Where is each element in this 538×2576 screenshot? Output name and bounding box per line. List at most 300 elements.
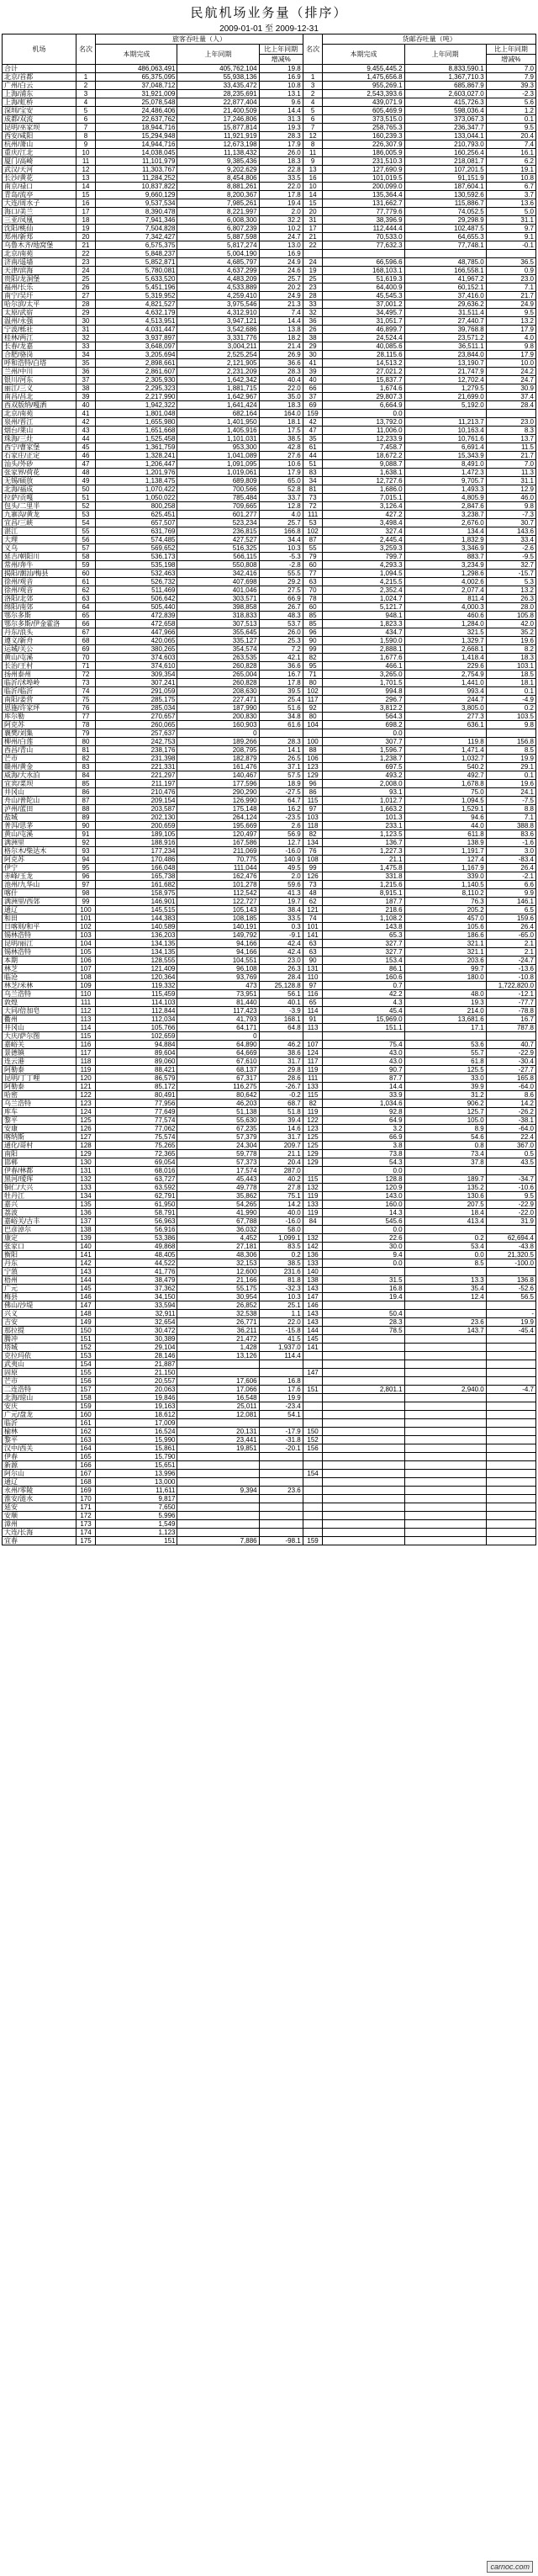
table-cell: 45,545.3 xyxy=(323,292,404,300)
table-cell: -4.7 xyxy=(486,1386,535,1394)
table-cell: 厦门/高崎 xyxy=(3,157,76,166)
table-cell: 荔波 xyxy=(3,1209,76,1217)
table-cell: 44.0 xyxy=(404,822,486,830)
table-cell: 47 xyxy=(76,460,96,469)
table-cell: 3 xyxy=(303,82,323,90)
table-cell: 1,034.6 xyxy=(323,1100,404,1108)
table-cell: 16.8 xyxy=(259,1377,303,1386)
table-cell: 4,632,179 xyxy=(96,309,177,317)
table-cell: 3,648,097 xyxy=(96,342,177,351)
table-cell: 89,604 xyxy=(96,1049,177,1057)
table-cell xyxy=(323,1352,404,1360)
table-cell: 126,990 xyxy=(177,797,259,805)
table-cell: 129 xyxy=(76,1150,96,1158)
table-cell: 0.5 xyxy=(486,1150,535,1158)
table-cell: 14.4 xyxy=(259,317,303,326)
table-cell: 4,000.3 xyxy=(404,603,486,612)
table-cell: 9.8 xyxy=(486,502,535,511)
table-cell: 3,004,211 xyxy=(177,342,259,351)
table-cell: 506,642 xyxy=(96,595,177,603)
table-cell: 27.8 xyxy=(259,1184,303,1192)
table-cell: 170,486 xyxy=(96,856,177,864)
table-row xyxy=(3,376,536,384)
table-cell: 493.2 xyxy=(323,771,404,780)
table-cell: 伊宁 xyxy=(3,864,76,872)
table-cell: 2 xyxy=(76,82,96,90)
table-cell: 141 xyxy=(303,931,323,940)
table-cell: 307,241 xyxy=(96,679,177,687)
table-cell: 121 xyxy=(76,1083,96,1091)
table-cell: 泸州/蓝田 xyxy=(3,805,76,814)
table-cell: 41,776 xyxy=(96,1268,177,1276)
table-cell: 143 xyxy=(76,1268,96,1276)
table-row xyxy=(3,1268,536,1276)
table-cell: 3,238.7 xyxy=(404,511,486,519)
table-cell: 106 xyxy=(76,957,96,965)
table-cell: 15,990 xyxy=(96,1436,177,1444)
table-cell xyxy=(404,1470,486,1478)
table-cell: -13.6 xyxy=(486,965,535,973)
table-cell xyxy=(323,1470,404,1478)
table-cell: 20 xyxy=(303,208,323,216)
table-cell: 1,032.7 xyxy=(404,755,486,763)
table-cell: 2,940.0 xyxy=(404,1386,486,1394)
table-cell: 5.6 xyxy=(486,98,535,107)
table-cell: 90 xyxy=(303,957,323,965)
table-cell: 7.9 xyxy=(486,73,535,82)
table-cell: 3.0 xyxy=(486,847,535,856)
table-row xyxy=(3,191,536,199)
table-cell: 9,455,445.2 xyxy=(323,65,404,73)
table-cell: 427,527 xyxy=(177,536,259,544)
table-cell: 西安/咸阳 xyxy=(3,132,76,140)
table-cell: 阿克苏 xyxy=(3,856,76,864)
table-cell: 233.1 xyxy=(323,822,404,830)
table-cell: 宜宾/菜坝 xyxy=(3,780,76,788)
table-cell: 270,657 xyxy=(96,713,177,721)
table-cell: 13 xyxy=(76,174,96,183)
table-cell xyxy=(177,1503,259,1512)
table-cell: 62 xyxy=(303,898,323,906)
table-cell: 8.3 xyxy=(486,427,535,435)
table-cell: 8.2 xyxy=(486,645,535,654)
table-cell: 993.4 xyxy=(404,687,486,696)
table-cell: 37 xyxy=(76,376,96,384)
table-cell: 1,641,424 xyxy=(177,401,259,410)
table-row xyxy=(3,1184,536,1192)
table-cell: 24,486,406 xyxy=(96,107,177,115)
table-cell: 373,515.0 xyxy=(323,115,404,124)
table-cell: 6,008,300 xyxy=(177,216,259,225)
table-cell: 285,034 xyxy=(96,704,177,713)
table-cell: 芒市 xyxy=(3,755,76,763)
table-cell: 81,440 xyxy=(177,999,259,1007)
table-cell: 188,916 xyxy=(96,839,177,847)
table-cell: 14,038,045 xyxy=(96,149,177,157)
table-cell: 21,472 xyxy=(177,1335,259,1344)
table-cell: 梧州 xyxy=(3,1276,76,1285)
table-cell xyxy=(303,250,323,258)
table-cell: 1,529.1 xyxy=(404,805,486,814)
table-cell xyxy=(404,1310,486,1318)
table-cell: -2.3 xyxy=(486,90,535,98)
table-row xyxy=(3,822,536,830)
table-cell: 175 xyxy=(76,1537,96,1545)
table-row xyxy=(3,1158,536,1167)
table-row xyxy=(3,906,536,914)
table-cell: 37,416.0 xyxy=(404,292,486,300)
table-row xyxy=(3,654,536,662)
table-cell xyxy=(323,1436,404,1444)
table-cell: 25 xyxy=(303,275,323,284)
table-cell: 3 xyxy=(76,90,96,98)
table-cell: 67,788 xyxy=(177,1217,259,1226)
table-cell: 91 xyxy=(303,1015,323,1024)
table-cell: 13.0 xyxy=(259,241,303,250)
table-cell: 5,817,274 xyxy=(177,241,259,250)
table-cell: 1,099.1 xyxy=(259,1234,303,1243)
table-cell: 32,538 xyxy=(177,1310,259,1318)
table-cell: 5,887,598 xyxy=(177,233,259,241)
table-cell: 2,217,990 xyxy=(96,393,177,401)
table-cell xyxy=(486,1301,535,1310)
table-cell: 53.6 xyxy=(404,1041,486,1049)
table-cell: 56,916 xyxy=(96,1226,177,1234)
table-row xyxy=(3,157,536,166)
table-cell: 18,944,716 xyxy=(96,124,177,132)
table-cell xyxy=(259,1360,303,1369)
table-cell: 145 xyxy=(76,1285,96,1293)
table-cell: - xyxy=(486,1310,535,1318)
table-cell xyxy=(486,1402,535,1411)
table-cell: 158,975 xyxy=(96,889,177,898)
col-rank-cargo: 名次 xyxy=(303,34,323,65)
table-cell: 安庆 xyxy=(3,1402,76,1411)
table-cell: 30.0 xyxy=(323,1243,404,1251)
table-cell: 长治/王村 xyxy=(3,662,76,671)
table-cell: 492.7 xyxy=(404,771,486,780)
table-cell: 伊春/林都 xyxy=(3,1167,76,1175)
table-cell: 123 xyxy=(303,1125,323,1133)
table-cell: 西宁/曹家堡 xyxy=(3,443,76,452)
table-cell: 1,642,342 xyxy=(177,376,259,384)
table-cell xyxy=(177,1520,259,1529)
table-cell: -43.8 xyxy=(486,1243,535,1251)
page-title: 民航机场业务量（排序） xyxy=(190,6,348,20)
table-cell: 327.7 xyxy=(323,948,404,957)
col-cargo-current: 本期完成 xyxy=(323,45,404,65)
table-cell: 8,221,997 xyxy=(177,208,259,216)
table-cell: 800,258 xyxy=(96,502,177,511)
table-cell: 70,533.0 xyxy=(323,233,404,241)
table-row xyxy=(3,1478,536,1487)
table-cell: 56 xyxy=(76,536,96,544)
table-row xyxy=(3,460,536,469)
table-cell: 187,604.1 xyxy=(404,183,486,191)
table-cell: 永州/零陵 xyxy=(3,1487,76,1495)
table-cell xyxy=(486,1478,535,1487)
table-row xyxy=(3,864,536,872)
table-cell: 8,915.1 xyxy=(323,889,404,898)
table-cell: 125 xyxy=(303,1133,323,1142)
table-row xyxy=(3,914,536,923)
table-cell xyxy=(486,1377,535,1386)
table-cell: 15,651 xyxy=(96,1461,177,1470)
table-row xyxy=(3,300,536,309)
table-cell: 102,487.5 xyxy=(404,225,486,233)
table-row xyxy=(3,1276,536,1285)
table-cell: 26.4 xyxy=(486,923,535,931)
table-cell: 168.1 xyxy=(259,1015,303,1024)
table-cell: 天津/滨海 xyxy=(3,267,76,275)
table-cell: 60,152.1 xyxy=(404,284,486,292)
table-cell: -7.3 xyxy=(486,511,535,519)
table-cell: 137 xyxy=(76,1217,96,1226)
table-cell: 1,206,447 xyxy=(96,460,177,469)
table-cell: -31.8 xyxy=(259,1436,303,1444)
table-cell: 31.7 xyxy=(259,1133,303,1142)
table-cell: 33.7 xyxy=(259,494,303,502)
table-cell: 114.4 xyxy=(259,1352,303,1360)
table-cell: 2,888.1 xyxy=(323,645,404,654)
table-cell: 10.8 xyxy=(486,174,535,183)
table-cell: 17.9 xyxy=(259,469,303,477)
table-cell: 36,032 xyxy=(177,1226,259,1234)
table-row xyxy=(3,771,536,780)
table-cell: 355,645 xyxy=(177,628,259,637)
table-row xyxy=(3,1301,536,1310)
table-cell: 16.9 xyxy=(259,73,303,82)
table-row xyxy=(3,973,536,982)
table-cell: 74 xyxy=(303,914,323,923)
table-row xyxy=(3,1285,536,1293)
table-cell: 7,985,261 xyxy=(177,199,259,208)
table-cell: 84 xyxy=(303,1217,323,1226)
table-cell: 24.2 xyxy=(486,368,535,376)
table-cell: 1,012.7 xyxy=(323,797,404,805)
table-cell: 重庆/江北 xyxy=(3,149,76,157)
table-cell: 0.0 xyxy=(404,1251,486,1259)
table-cell xyxy=(303,1167,323,1175)
table-cell: 77,956 xyxy=(96,1100,177,1108)
table-cell: 13,000 xyxy=(96,1478,177,1487)
table-cell: 淮安/涟水 xyxy=(3,1495,76,1503)
table-cell: 榆林 xyxy=(3,1428,76,1436)
table-cell: 1,329.7 xyxy=(404,637,486,645)
table-row xyxy=(3,746,536,755)
table-cell: 59,778 xyxy=(177,1150,259,1158)
table-cell: 65,375,095 xyxy=(96,73,177,82)
table-cell: 119.8 xyxy=(404,738,486,746)
table-cell: 1,138,475 xyxy=(96,477,177,485)
table-cell: 0.0 xyxy=(323,729,404,738)
table-cell: 94.6 xyxy=(404,814,486,822)
table-cell: 阿勒泰 xyxy=(3,1066,76,1074)
table-cell: 130 xyxy=(76,1158,96,1167)
table-cell: 28 xyxy=(76,300,96,309)
table-cell: 112,034 xyxy=(96,1015,177,1024)
table-cell: 2,445.4 xyxy=(323,536,404,544)
table-cell xyxy=(404,1402,486,1411)
table-cell: -1.6 xyxy=(486,839,535,847)
table-cell: 231,510.3 xyxy=(323,157,404,166)
table-cell: 48 xyxy=(76,469,96,477)
table-cell: 鄂尔多斯 xyxy=(3,612,76,620)
table-cell: -9.1 xyxy=(259,931,303,940)
table-cell: 44 xyxy=(76,435,96,443)
table-cell: 92.8 xyxy=(323,1108,404,1116)
table-cell: -27.7 xyxy=(486,1066,535,1074)
table-cell: 31 xyxy=(303,216,323,225)
table-cell: 15,294,948 xyxy=(96,132,177,140)
table-cell: 3,346.9 xyxy=(404,544,486,553)
table-row xyxy=(3,502,536,511)
table-cell: 38,396.9 xyxy=(323,216,404,225)
airport-traffic-table xyxy=(2,34,536,1545)
table-cell: 460.6 xyxy=(404,612,486,620)
table-cell: 94,166 xyxy=(177,948,259,957)
table-cell xyxy=(486,1520,535,1529)
table-cell: 42.1 xyxy=(259,654,303,662)
table-row xyxy=(3,1057,536,1066)
table-cell: 吉安 xyxy=(3,1318,76,1327)
table-cell: 21,320.5 xyxy=(486,1251,535,1259)
table-cell: 1,050,022 xyxy=(96,494,177,502)
table-cell: 19.9 xyxy=(486,755,535,763)
table-cell: 56.9 xyxy=(259,830,303,839)
table-row xyxy=(3,225,536,233)
table-cell: 74 xyxy=(76,687,96,696)
col-rank: 名次 xyxy=(76,34,96,65)
table-cell: 118 xyxy=(303,822,323,830)
table-cell: 11,303,767 xyxy=(96,166,177,174)
table-row xyxy=(3,115,536,124)
table-cell: 140,467 xyxy=(177,771,259,780)
table-cell: 189,266 xyxy=(177,738,259,746)
table-row xyxy=(3,267,536,275)
table-cell xyxy=(404,1226,486,1234)
table-cell: 9.9 xyxy=(486,889,535,898)
table-cell: -38.1 xyxy=(486,1116,535,1125)
table-cell: 13,996 xyxy=(96,1470,177,1478)
table-cell: 30,954 xyxy=(177,1293,259,1301)
table-cell: 33.9 xyxy=(323,1091,404,1100)
table-cell: 127,690.9 xyxy=(323,166,404,174)
table-cell: 2,676.0 xyxy=(404,519,486,527)
table-cell: 103.1 xyxy=(486,662,535,671)
table-cell: 242,753 xyxy=(96,738,177,746)
table-cell: 101.3 xyxy=(323,814,404,822)
table-cell: 25,011 xyxy=(177,1402,259,1411)
table-cell: 166,048 xyxy=(96,864,177,872)
table-cell: 96,108 xyxy=(177,965,259,973)
table-cell: 29 xyxy=(303,342,323,351)
table-cell: 21.3 xyxy=(259,300,303,309)
table-cell: 540.2 xyxy=(404,763,486,771)
table-cell: 177,596 xyxy=(177,780,259,788)
table-cell: 15,969.0 xyxy=(323,1015,404,1024)
table-cell: 满洲里 xyxy=(3,839,76,847)
table-row xyxy=(3,788,536,797)
table-cell: 9.7 xyxy=(486,225,535,233)
table-cell: 2,077.4 xyxy=(404,586,486,595)
table-cell: 17.1 xyxy=(404,1024,486,1032)
table-cell: 0.1 xyxy=(486,771,535,780)
table-cell: 139 xyxy=(76,1234,96,1243)
table-cell: 12,233.9 xyxy=(323,435,404,443)
table-cell xyxy=(303,1352,323,1360)
table-cell: 2,603,027.0 xyxy=(404,90,486,98)
table-cell: -16.0 xyxy=(259,847,303,856)
table-cell: 31.7 xyxy=(259,1057,303,1066)
table-cell: 湛江 xyxy=(3,527,76,536)
table-cell: 100 xyxy=(76,906,96,914)
table-row xyxy=(3,1453,536,1461)
table-cell: 117 xyxy=(303,696,323,704)
table-cell: 291,059 xyxy=(96,687,177,696)
table-cell: 3,126.4 xyxy=(323,502,404,511)
table-cell: 11,611 xyxy=(96,1487,177,1495)
table-cell: 125 xyxy=(303,1142,323,1150)
table-cell: 大连/周水子 xyxy=(3,199,76,208)
table-cell: 1,674.6 xyxy=(323,384,404,393)
table-cell: 94,884 xyxy=(96,1041,177,1049)
table-cell: 0 xyxy=(177,1032,259,1041)
table-cell: 1,215.6 xyxy=(323,881,404,889)
table-cell: 7,886 xyxy=(177,1537,259,1545)
table-cell: 87.7 xyxy=(323,1074,404,1083)
table-cell xyxy=(486,1503,535,1512)
table-cell: 117,423 xyxy=(177,1007,259,1015)
table-cell xyxy=(177,1419,259,1428)
table-cell: 16 xyxy=(303,174,323,183)
table-cell: 37.1 xyxy=(259,763,303,771)
table-cell: 180.0 xyxy=(404,973,486,982)
table-cell: 166,558.1 xyxy=(404,267,486,275)
table-cell: 12,081 xyxy=(177,1411,259,1419)
table-row xyxy=(3,696,536,704)
table-cell: 68.7 xyxy=(259,1100,303,1108)
table-cell: 0.1 xyxy=(486,115,535,124)
table-cell: 15,877,814 xyxy=(177,124,259,132)
table-cell: 374,603 xyxy=(96,654,177,662)
table-cell: 20,063 xyxy=(96,1386,177,1394)
table-cell: 33.0 xyxy=(404,1074,486,1083)
table-cell: 104 xyxy=(76,940,96,948)
table-cell: 132 xyxy=(76,1175,96,1184)
table-row xyxy=(3,830,536,839)
table-cell: 7.0 xyxy=(486,460,535,469)
table-cell: 40.4 xyxy=(259,376,303,384)
table-cell: 大连/长海 xyxy=(3,1529,76,1537)
table-cell: 32.7 xyxy=(486,561,535,570)
table-cell: 566,115 xyxy=(177,553,259,561)
table-row xyxy=(3,1032,536,1041)
table-cell: 160,256.4 xyxy=(404,149,486,157)
table-cell xyxy=(259,1369,303,1377)
table-cell: 125.7 xyxy=(404,1108,486,1116)
table-cell: 143 xyxy=(303,1318,323,1327)
table-cell: 7 xyxy=(303,124,323,132)
table-cell xyxy=(303,1478,323,1487)
table-cell: 523,234 xyxy=(177,519,259,527)
table-cell: 120,497 xyxy=(177,830,259,839)
table-row xyxy=(3,1015,536,1024)
table-cell: 151 xyxy=(76,1335,96,1344)
table-cell: 64.9 xyxy=(323,1116,404,1125)
table-cell: 164 xyxy=(76,1444,96,1453)
table-cell: 119 xyxy=(303,1066,323,1074)
